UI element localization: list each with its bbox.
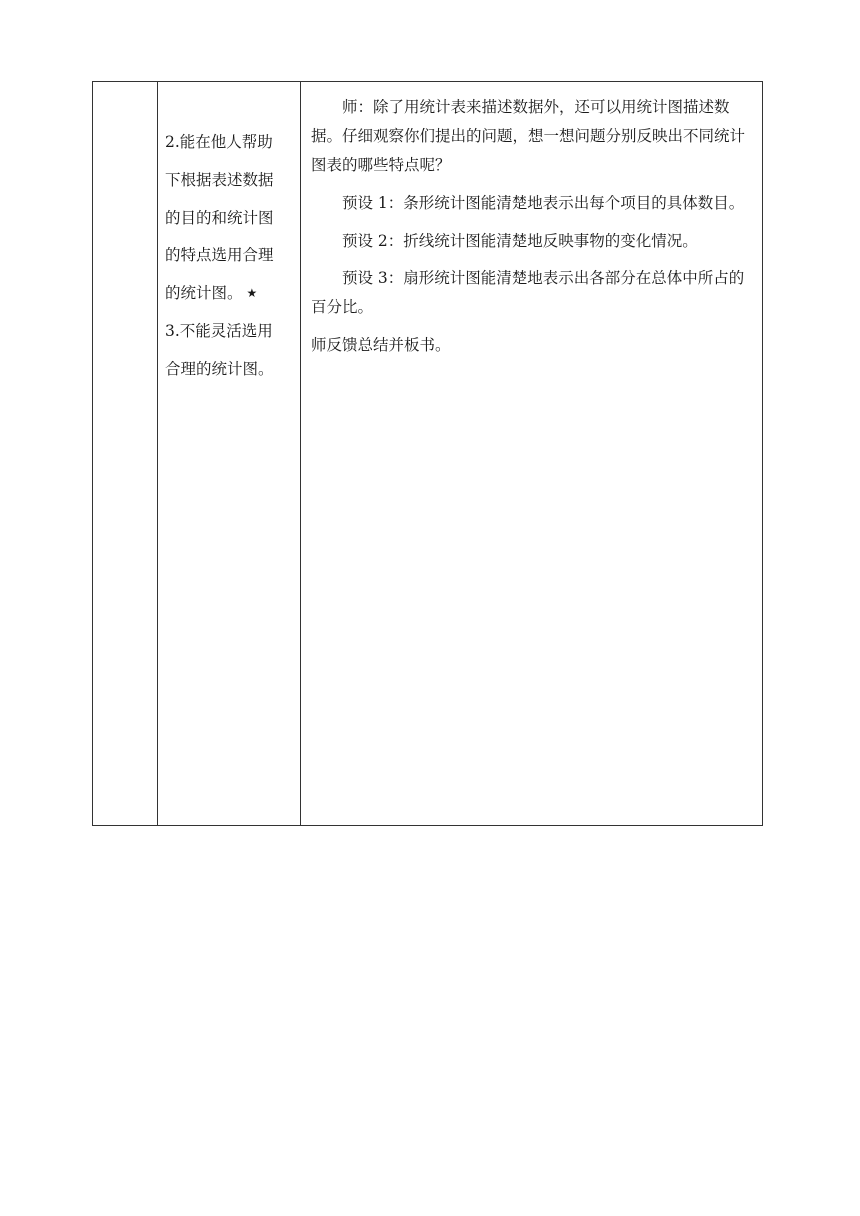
- goal-2-line-last: [165, 279, 292, 308]
- summary-paragraph: 师反馈总结并板书。: [311, 336, 451, 355]
- goal-3-line: 3.不能灵活选用: [165, 321, 273, 340]
- preset-3-paragraph: 预设 3：扇形统计图能清楚地表示出各部分在总体中所占的百分比。: [311, 269, 745, 317]
- preset-2-paragraph: 预设 2：折线统计图能清楚地反映事物的变化情况。: [342, 231, 698, 250]
- lesson-plan-table: [92, 81, 763, 826]
- learning-goals-column: [158, 82, 301, 825]
- goal-2-line: 的目的和统计图: [165, 208, 274, 227]
- stage-column: [93, 82, 158, 825]
- goal-2-line: 2.能在他人帮助: [165, 133, 273, 151]
- activity-column: [301, 82, 762, 825]
- goal-3: [165, 317, 292, 384]
- teacher-intro-paragraph: 师：除了用统计表来描述数据外，还可以用统计图描述数据。仔细观察你们提出的问题，想一想问题分别反映出不同统计图表的哪些特点呢？: [311, 98, 746, 174]
- goal-2: [165, 128, 292, 308]
- preset-1-paragraph: 预设 1：条形统计图能清楚地表示出每个项目的具体数目。: [342, 193, 745, 212]
- goal-2-line-text: 的统计图。: [165, 284, 243, 303]
- goal-3-line: 合理的统计图。: [165, 359, 274, 378]
- star-icon: ★: [246, 286, 258, 301]
- goal-2-line: 的特点选用合理: [165, 246, 274, 265]
- goal-2-line: 下根据表述数据: [165, 170, 274, 189]
